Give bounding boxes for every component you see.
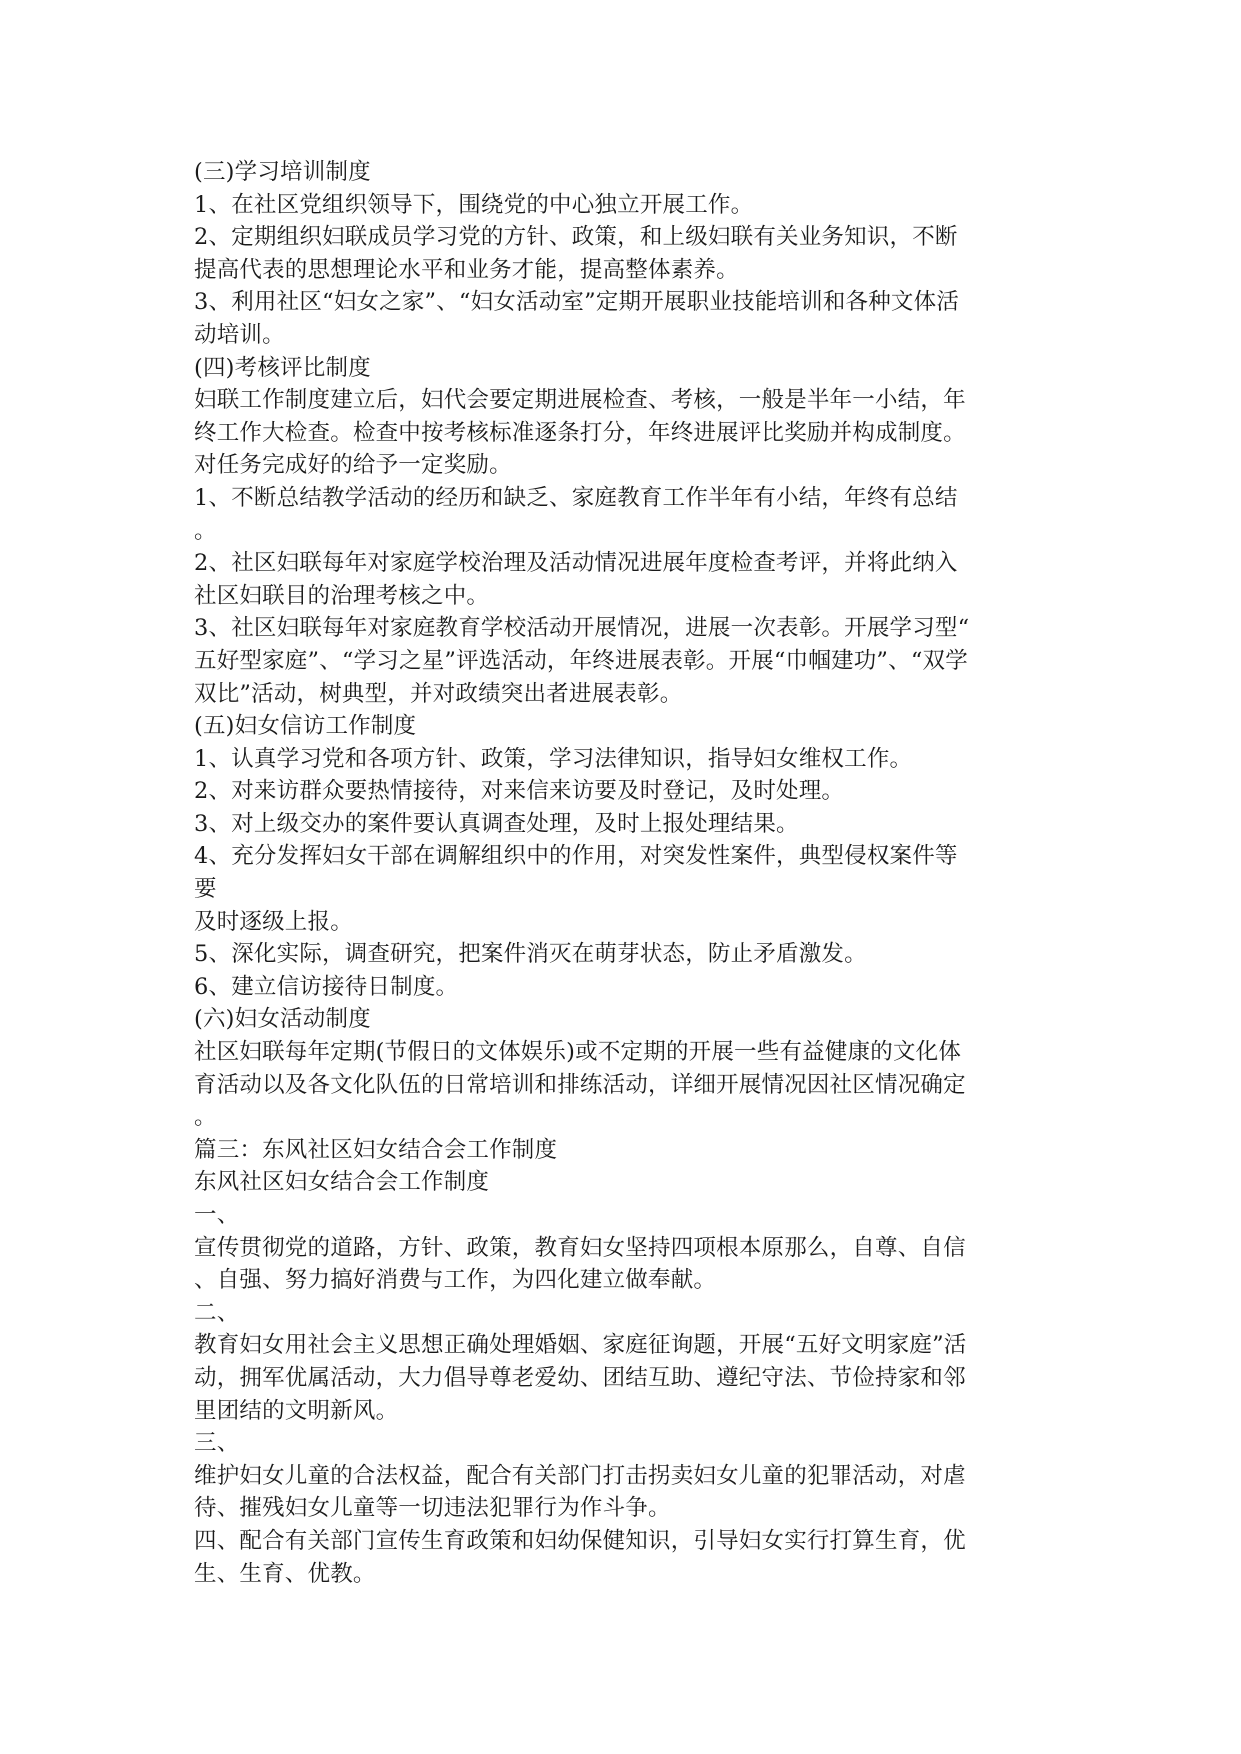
- text-line: 双比”活动，树典型，并对政绩突出者进展表彰。: [194, 680, 683, 707]
- text-line: 5、深化实际，调查研究，把案件消灭在萌芽状态，防止矛盾激发。: [194, 941, 867, 968]
- text-line: 。: [194, 517, 217, 544]
- text-line: 3、对上级交办的案件要认真调查处理，及时上报处理结果。: [194, 810, 799, 837]
- text-line: 4、充分发挥妇女干部在调解组织中的作用，对突发性案件，典型侵权案件等: [194, 843, 958, 870]
- text-line: 维护妇女儿童的合法权益，配合有关部门打击拐卖妇女儿童的犯罪活动，对虐: [194, 1462, 966, 1489]
- text-line: 社区妇联目的治理考核之中。: [194, 582, 490, 609]
- text-line: 动，拥军优属活动，大力倡导尊老爱幼、团结互助、遵纪守法、节俭持家和邻: [194, 1364, 966, 1391]
- item-number: 一、: [194, 1202, 240, 1228]
- text-line: 育活动以及各文化队伍的日常培训和排练活动，详细开展情况因社区情况确定: [194, 1071, 966, 1098]
- item-number: 二、: [194, 1299, 240, 1326]
- chapter-title: 东风社区妇女结合会工作制度: [194, 1169, 490, 1196]
- text-line: 2、对来访群众要热情接待，对来信来访要及时登记，及时处理。: [194, 778, 845, 805]
- section-heading-activities: (六)妇女活动制度: [194, 1006, 371, 1033]
- text-line: 1、认真学习党和各项方针、政策，学习法律知识，指导妇女维权工作。: [194, 745, 913, 772]
- text-line: 及时逐级上报。: [194, 908, 353, 935]
- text-line: 2、定期组织妇联成员学习党的方针、政策，和上级妇联有关业务知识，不断: [194, 224, 958, 251]
- text-line: 社区妇联每年定期(节假日的文体娱乐)或不定期的开展一些有益健康的文化体: [194, 1039, 962, 1066]
- text-line: 3、社区妇联每年对家庭教育学校活动开展情况，进展一次表彰。开展学习型“: [194, 615, 970, 642]
- text-line: 四、配合有关部门宣传生育政策和妇幼保健知识，引导妇女实行打算生育，优: [194, 1527, 966, 1554]
- text-line: 。: [194, 1104, 217, 1131]
- text-line: 五好型家庭”、“学习之星”评选活动，年终进展表彰。开展“巾帼建功”、“双学: [194, 647, 968, 674]
- text-line: 1、在社区党组织领导下，围绕党的中心独立开展工作。: [194, 191, 754, 218]
- text-line: 3、利用社区“妇女之家”、“妇女活动室”定期开展职业技能培训和各种文体活: [194, 289, 960, 316]
- text-line: 2、社区妇联每年对家庭学校治理及活动情况进展年度检查考评，并将此纳入: [194, 550, 958, 577]
- text-line: 教育妇女用社会主义思想正确处理婚姻、家庭征询题，开展“五好文明家庭”活: [194, 1332, 967, 1359]
- text-line: 、自强、努力搞好消费与工作，为四化建立做奉献。: [194, 1267, 717, 1294]
- section-heading-study-training: (三)学习培训制度: [194, 159, 371, 185]
- chapter-heading: 篇三：东风社区妇女结合会工作制度: [194, 1136, 558, 1163]
- text-line: 里团结的文明新风。: [194, 1397, 399, 1424]
- text-line: 终工作大检查。检查中按考核标准逐条打分，年终进展评比奖励并构成制度。: [194, 419, 966, 446]
- text-line: 要: [194, 876, 217, 903]
- document-body: [194, 156, 1047, 1590]
- text-line: 妇联工作制度建立后，妇代会要定期进展检查、考核，一般是半年一小结，年: [194, 387, 966, 414]
- text-line: 生、生育、优教。: [194, 1560, 376, 1587]
- section-heading-assessment: (四)考核评比制度: [194, 354, 371, 381]
- item-number: 三、: [194, 1430, 240, 1457]
- text-line: 对任务完成好的给予一定奖励。: [194, 452, 512, 479]
- text-line: 待、摧残妇女儿童等一切违法犯罪行为作斗争。: [194, 1495, 671, 1522]
- text-line: 1、不断总结教学活动的经历和缺乏、家庭教育工作半年有小结，年终有总结: [194, 484, 958, 511]
- text-line: 动培训。: [194, 321, 285, 348]
- text-line: 6、建立信访接待日制度。: [194, 973, 459, 1000]
- text-line: 提高代表的思想理论水平和业务才能，提高整体素养。: [194, 256, 739, 283]
- text-line: 宣传贯彻党的道路，方针、政策，教育妇女坚持四项根本原那么，自尊、自信: [194, 1234, 966, 1261]
- section-heading-petition: (五)妇女信访工作制度: [194, 713, 417, 740]
